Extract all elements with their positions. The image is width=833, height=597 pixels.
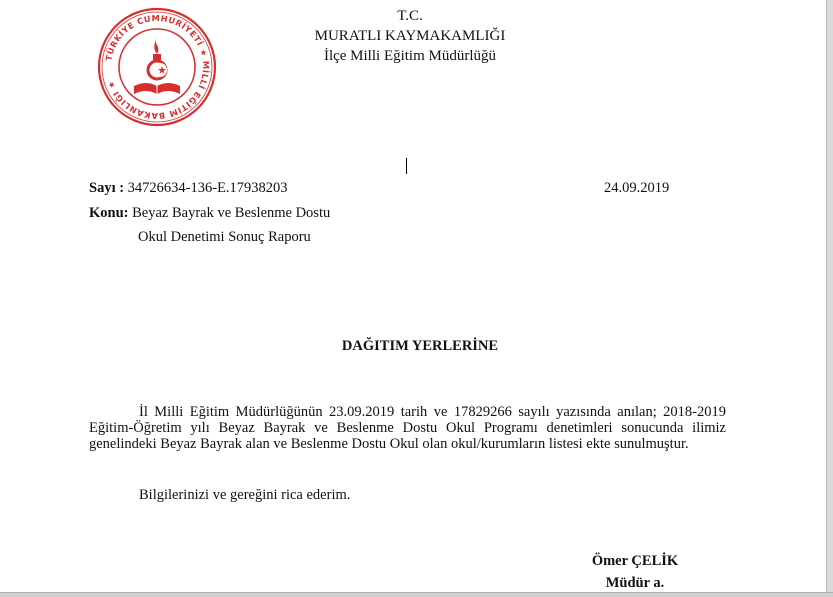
signatory-name: Ömer ÇELİK — [591, 553, 679, 569]
svg-text:TÜRKİYE CUMHURİYETİ ★ MİLLİ EĞ: TÜRKİYE CUMHURİYETİ ★ MİLLİ EĞİTİM BAKANLIĞI ★ — [103, 12, 212, 122]
subject-value-line1: Beyaz Bayrak ve Beslenme Dostu — [128, 205, 331, 221]
body-paragraph: İl Milli Eğitim Müdürlüğünün 23.09.2019 tarih ve 17829266 sayılı yazısında anılan; 2018-2019 Eğitim-Öğretim yılı Beyaz Bayrak ve Beslenme Dostu Okul Programı denetimleri sonucunda ilimiz genelindeki Beyaz Bayrak alan ve Beslenme Dostu Okul olan okul/kurumların listesi ekte sunulmuştur. — [89, 404, 726, 452]
letter-body — [89, 404, 726, 452]
distribution-heading: DAĞITIM YERLERİNE — [341, 338, 499, 354]
closing-sentence: Bilgilerinizi ve gereğini rica ederim. — [139, 487, 351, 503]
reference-number — [89, 178, 288, 198]
letterhead-tc: T.C. — [397, 8, 423, 24]
reference-value: 34726634-136-E.17938203 — [124, 180, 288, 196]
letterhead-department: İlçe Milli Eğitim Müdürlüğü — [323, 48, 497, 64]
subject-value-line2: Okul Denetimi Sonuç Raporu — [138, 229, 311, 245]
subject-label: Konu: — [89, 205, 129, 221]
viewer-bottom-border — [0, 592, 833, 597]
signatory-title: Müdür a. — [605, 575, 665, 591]
viewer-right-border — [826, 0, 833, 597]
text-cursor — [406, 158, 407, 174]
ministry-seal-logo — [96, 6, 218, 128]
letterhead — [260, 6, 560, 66]
document-date: 24.09.2019 — [604, 180, 670, 196]
reference-label: Sayı : — [89, 180, 125, 196]
letterhead-institution: MURATLI KAYMAKAMLIĞI — [314, 28, 506, 44]
subject-line — [89, 203, 330, 223]
